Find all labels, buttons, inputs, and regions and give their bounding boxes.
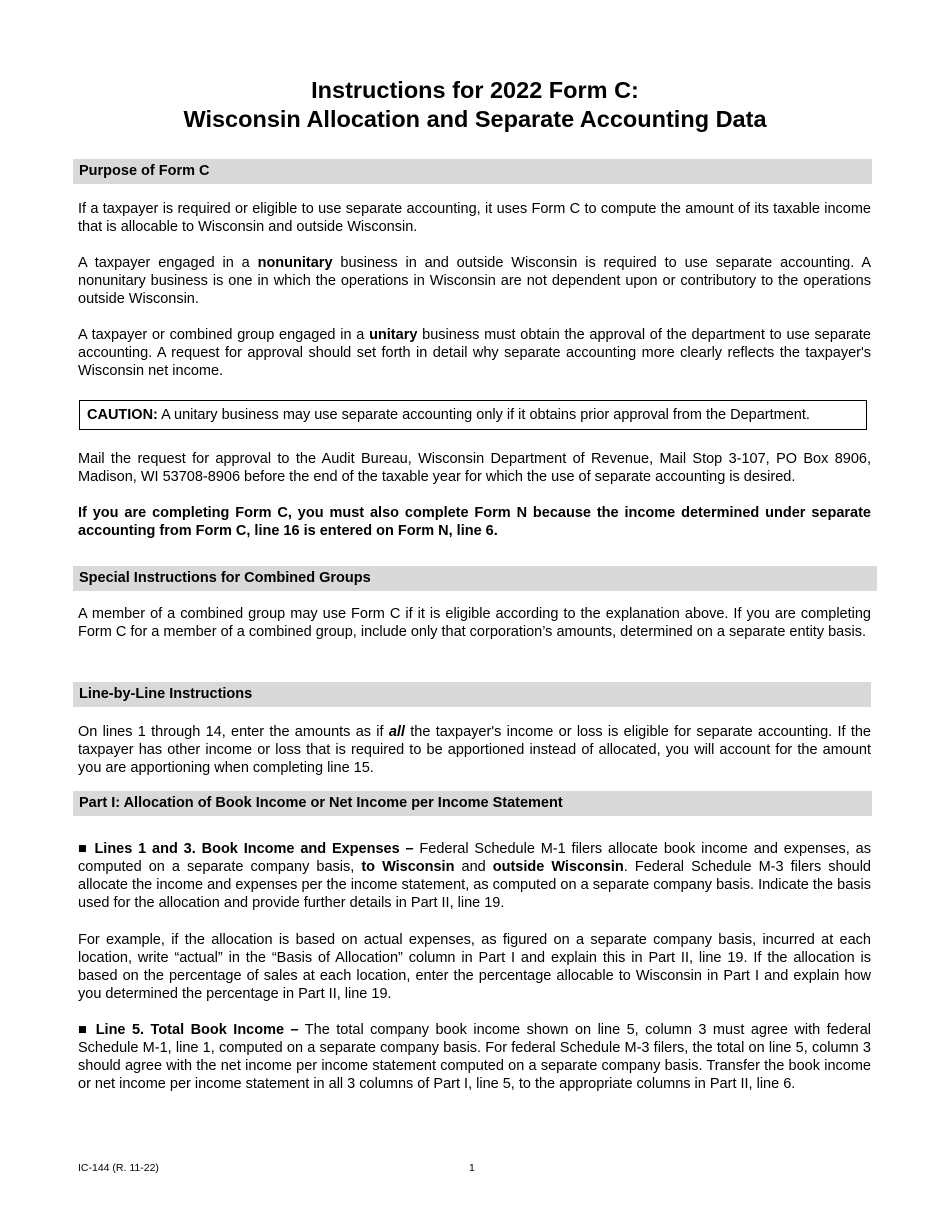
- line-5-paragraph: ■ Line 5. Total Book Income – The total company book income shown on line 5, column 3 must agree with federal Schedule M-1, line 1, computed on a separate company basis. For federal Schedule M-3 filers, the total on line 5, column 3 should agree with the net income per income statement computed on a separate company basis. Transfer the book income or net income per income statement in all 3 columns of Part I, line 5, to the appropriate columns in Part II, line 6.: [78, 1022, 871, 1092]
- caution-box: [79, 400, 867, 430]
- title-line-1: Instructions for 2022 Form C:: [311, 77, 639, 103]
- unitary-term: unitary: [369, 327, 418, 343]
- all-emphasis: all: [388, 724, 405, 740]
- page-title: [0, 76, 950, 134]
- purpose-paragraph-5: If you are completing Form C, you must also complete Form N because the income determined under separate accounting from Form C, line 16 is entered on Form N, line 6.: [78, 505, 871, 539]
- form-id: IC-144 (R. 11-22): [78, 1162, 159, 1174]
- title-line-2: Wisconsin Allocation and Separate Accounting Data: [183, 106, 767, 132]
- lines-1-3-paragraph: ■ Lines 1 and 3. Book Income and Expenses – Federal Schedule M-1 filers allocate book income and expenses, as computed on a separate company basis, to Wisconsin and outside Wisconsin. Federal Schedule M-3 filers should allocate the income and expenses per the income statement, as computed on a separate company basis. Indicate the basis used for the allocation and provide further details in Part II, line 19.: [78, 841, 871, 911]
- purpose-paragraph-4: Mail the request for approval to the Audit Bureau, Wisconsin Department of Revenue, Mail Stop 3-107, PO Box 8906, Madison, WI 53708-8906 before the end of the taxable year for which the use of separate accounting is desired.: [78, 451, 871, 485]
- bullet-icon: ■: [78, 841, 89, 857]
- nonunitary-term: nonunitary: [257, 255, 333, 271]
- page-number: 1: [469, 1162, 475, 1174]
- section-heading-purpose: Purpose of Form C: [73, 159, 872, 184]
- bullet-icon: ■: [78, 1022, 90, 1038]
- section-heading-part-1: Part I: Allocation of Book Income or Net Income per Income Statement: [73, 791, 872, 816]
- line-by-line-paragraph-1: On lines 1 through 14, enter the amounts as if all the taxpayer's income or loss is eligible for separate accounting. If the taxpayer has other income or loss that is required to be apportioned instead of allocated, you will account for the amount you are apportioning when completing line 15.: [78, 724, 871, 776]
- combined-paragraph-1: A member of a combined group may use Form C if it is eligible according to the explanation above. If you are completing Form C for a member of a combined group, include only that corporation’s amounts, determined on a separate entity basis.: [78, 606, 871, 640]
- section-heading-line-by-line: Line-by-Line Instructions: [73, 682, 871, 707]
- caution-label: CAUTION:: [87, 407, 158, 423]
- line-5-heading: Line 5. Total Book Income –: [95, 1022, 299, 1038]
- example-paragraph: For example, if the allocation is based on actual expenses, as figured on a separate company basis, incurred at each location, write “actual” in the “Basis of Allocation” column in Part I and explain this in Part II, line 19. If the allocation is based on the percentage of sales at each location, enter the percentage allocable to Wisconsin in Part I and explain how you determined the percentage in Part II, line 19.: [78, 932, 871, 1002]
- purpose-paragraph-2: A taxpayer engaged in a nonunitary business in and outside Wisconsin is required to use separate accounting. A nonunitary business is one in which the operations in Wisconsin are not dependent upon or contributory to the operations outside Wisconsin.: [78, 255, 871, 307]
- caution-text: A unitary business may use separate accounting only if it obtains prior approval from the Department.: [157, 407, 810, 423]
- section-heading-combined-groups: Special Instructions for Combined Groups: [73, 566, 877, 591]
- purpose-paragraph-3: A taxpayer or combined group engaged in a unitary business must obtain the approval of the department to use separate accounting. A request for approval should set forth in detail why separate accounting more clearly reflects the taxpayer's Wisconsin net income.: [78, 327, 871, 379]
- purpose-paragraph-1: If a taxpayer is required or eligible to use separate accounting, it uses Form C to compute the amount of its taxable income that is allocable to Wisconsin and outside Wisconsin.: [78, 201, 871, 235]
- lines-1-3-heading: Lines 1 and 3. Book Income and Expenses –: [94, 841, 414, 857]
